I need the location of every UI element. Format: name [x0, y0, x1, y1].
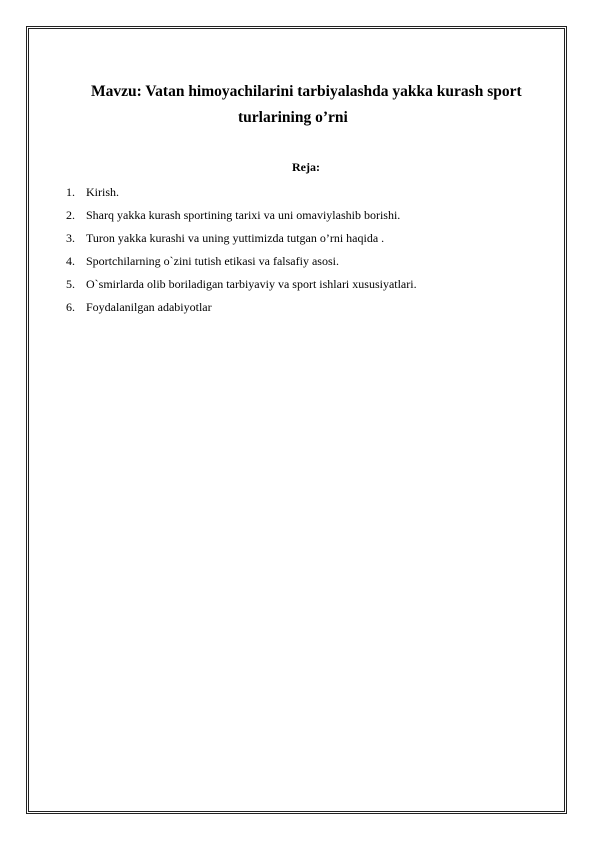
plan-item	[66, 229, 417, 252]
plan-item-text: O`smirlarda olib boriladigan tarbiyaviy va sport ishlari xususiyatlari.	[86, 277, 417, 291]
plan-item	[66, 298, 417, 321]
plan-heading: Reja:	[292, 160, 320, 174]
plan-item-text: Kirish.	[86, 185, 119, 199]
plan-item-number: 6.	[66, 300, 75, 314]
plan-item-text: Foydalanilgan adabiyotlar	[86, 300, 212, 314]
plan-item	[66, 183, 417, 206]
plan-item-number: 1.	[66, 185, 75, 199]
plan-item	[66, 252, 417, 275]
plan-item	[66, 206, 417, 229]
plan-item-text: Sharq yakka kurash sportining tarixi va uni omaviylashib borishi.	[86, 208, 401, 222]
plan-item	[66, 275, 417, 298]
document-title	[60, 79, 540, 131]
plan-item-text: Sportchilarning o`zini tutish etikasi va falsafiy asosi.	[86, 254, 339, 268]
plan-list	[66, 183, 417, 321]
plan-item-number: 3.	[66, 231, 75, 245]
plan-item-text: Turon yakka kurashi va uning yuttimizda tutgan o’rni haqida .	[86, 231, 385, 245]
title-line-2: turlarining o’rni	[238, 109, 348, 126]
plan-item-number: 5.	[66, 277, 75, 291]
page-border	[26, 26, 567, 814]
title-line-1: Mavzu: Vatan himoyachilarini tarbiyalashda yakka kurash sport	[91, 83, 522, 100]
plan-item-number: 2.	[66, 208, 75, 222]
plan-item-number: 4.	[66, 254, 75, 268]
